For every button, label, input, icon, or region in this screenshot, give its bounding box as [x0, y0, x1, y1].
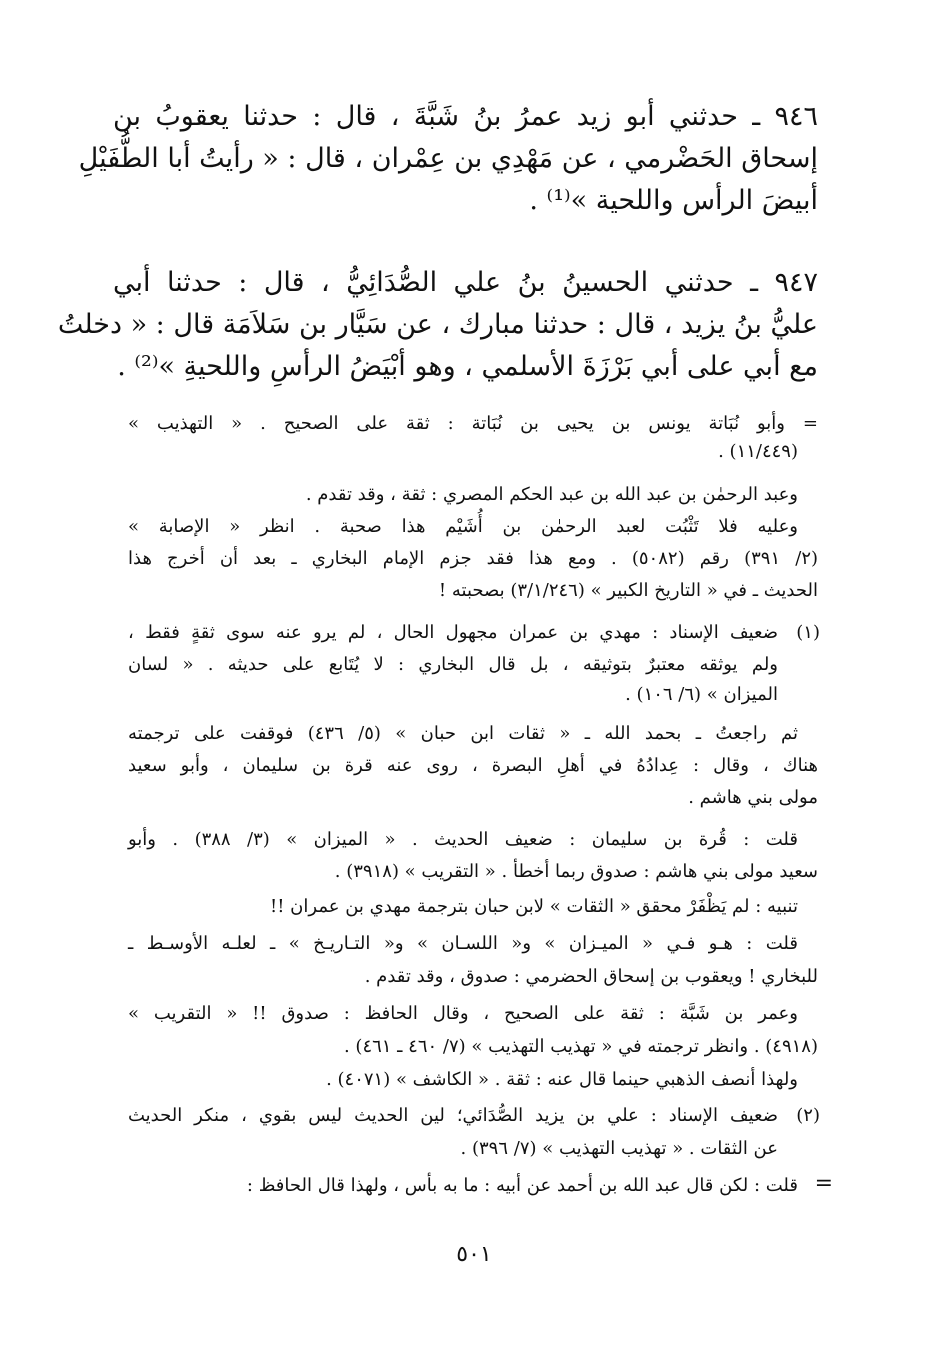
footnote-continuation-line: (١١/٤٤٩) . [718, 441, 798, 462]
footnote-1-line: تنبيه : لم يَظْفَرْ محقق « الثقات » لابن حبان بترجمة مهدي بن عمران !! [269, 896, 798, 917]
footnote-1-line: (٤٩١٨) . وانظر ترجمته في « تهذيب التهذيب » (٧/ ٤٦٠ ـ ٤٦١) . [343, 1036, 818, 1057]
hadith-947-line-2: عليُّ بنُ يزيد ، قال : حدثنا مبارك ، عن سَيَّار بن سَلاَمَة قال : « دخلتُ [57, 309, 818, 340]
footnote-1-line: ولم يوثقه معتبرٌ بتوثيقه ، بل قال البخاري : لا يُتَابع على حديثه . « لسان [128, 654, 778, 675]
footnote-1-line: مولى بني هاشم . [688, 787, 818, 808]
footnote-1-marker: (١) [796, 622, 820, 643]
hadith-946-line-2: إسحاق الحَضْرمي ، عن مَهْدِي بن عِمْران ، قال : « رأيتُ أبا الطُّفَيْلِ [78, 143, 818, 174]
hadith-947-line-1: ٩٤٧ ـ حدثني الحسينُ بنُ علي الصُّدَائِيُّ ، قال : حدثنا أبي [113, 267, 818, 298]
footnote-1-line: قلت : هـو فـي « الميـزان » و« اللسـان » و« التـاريـخ » ـ لعلـه الأوسـط ـ [128, 933, 798, 954]
footnote-continuation-line: وعبد الرحمٰن بن عبد الله بن عبد الحكم المصري : ثقة ، وقد تقدم . [305, 484, 798, 505]
footnote-1-line: هناك ، وقال : عِدادُهُ في أهلِ البصرة ، روى عنه قرة بن سليمان ، وأبو سعيد [128, 755, 818, 776]
footnote-1-line: قلت : قُرة بن سليمان : ضعيف الحديث . « الميزان » (٣/ ٣٨٨) . وأبو [128, 829, 798, 850]
hadith-946-line-3: أبيضَ الرأس واللحية »⁽¹⁾ . [529, 185, 818, 216]
footnote-2-line: قلت : لكن قال عبد الله بن أحمد عن أبيه : ما به بأس ، ولهذا قال الحافظ : [246, 1175, 798, 1196]
footnote-2-line: عن الثقات . « تهذيب التهذيب » (٧/ ٣٩٦) . [460, 1138, 778, 1159]
footnote-continuation-line: = وأبو نُبَاتة يونس بن يحيى بن نُبَاتة : ثقة على الصحيح . « التهذيب » [128, 413, 818, 434]
footnote-continuation-line: وعليه فلا تَثْبُت لعبد الرحمٰن بن أُشَيْم هذا صحبة . انظر « الإصابة » [128, 516, 798, 537]
footnote-1-line: ضعيف الإسناد : مهدي بن عمران مجهول الحال ، لم يرو عنه سوى ثقةٍ فقط ، [128, 622, 778, 643]
footnote-1-line: ولهذا أنصف الذهبي حينما قال عنه : ثقة . « الكاشف » (٤٠٧١) . [326, 1069, 798, 1090]
footnote-2-marker: (٢) [796, 1105, 820, 1126]
hadith-946-line-1: ٩٤٦ ـ حدثني أبو زيد عمرُ بنُ شَبَّةَ ، قال : حدثنا يعقوبُ بن [113, 101, 818, 132]
footnote-1-line: الميزان » (٦/ ١٠٦) . [625, 684, 778, 705]
hadith-947-line-3: مع أبي على أبي بَرْزَةَ الأسلمي ، وهو أبْيَضُ الرأسِ واللحيةِ »⁽²⁾ . [117, 351, 818, 382]
page-number: ٥٠١ [456, 1242, 492, 1267]
footnote-1-line: ثم راجعتُ ـ بحمد الله ـ « ثقات ابن حبان » (٥/ ٤٣٦) فوقفت على ترجمته [128, 723, 798, 744]
footnote-continuation-line: (٢/ ٣٩١) رقم (٥٠٨٢) . ومع هذا فقد جزم الإمام البخاري ـ بعد أن أخرج هذا [128, 548, 819, 569]
footnote-continuation-line: الحديث ـ في « التاريخ الكبير » (٣/١/٢٤٦) بصحبته ! [438, 580, 818, 601]
footnote-1-line: للبخاري ! ويعقوب بن إسحاق الحضرمي : صدوق ، وقد تقدم . [364, 966, 818, 987]
footnote-1-line: وعمر بن شَبَّة : ثقة على الصحيح ، وقال الحافظ : صدوق !! « التقريب » [128, 1003, 798, 1024]
footnote-2-line: ضعيف الإسناد : علي بن يزيد الصُّدَائي؛ لين الحديث ليس بقوي ، منكر الحديث [128, 1105, 778, 1126]
continuation-mark: = [814, 1171, 833, 1196]
footnote-1-line: سعيد مولى بني هاشم : صدوق ربما أخطأ . « التقريب » (٣٩١٨) . [334, 861, 818, 882]
